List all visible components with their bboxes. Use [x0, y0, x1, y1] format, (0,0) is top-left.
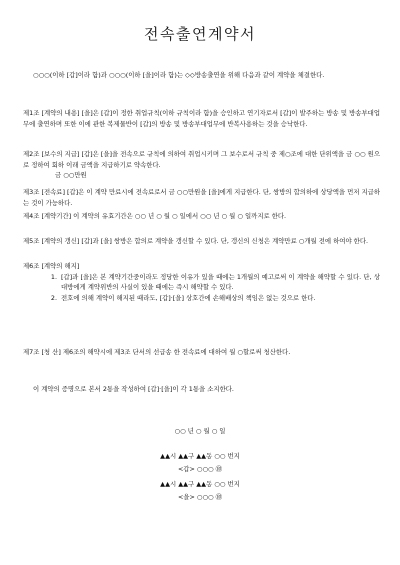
list-item [23, 293, 380, 304]
article-2-amount: 금 ○○만원 [55, 171, 87, 180]
preamble-block [23, 70, 380, 81]
closing-block [23, 384, 380, 395]
article-7-text: 제7조 [청 산] 제6조의 해약시에 제3조 단서의 선급송 한 전속료에 대하여 월 ○할로써 청산한다. [23, 348, 291, 356]
document-title: 전속출연계약서 [144, 25, 256, 43]
party-a-address: ▲▲시 ▲▲구 ▲▲동 ○○ 번지 [160, 452, 240, 460]
article-4-text: 제4조 [계약기간] 이 계약의 유효기간은 ○○ 년 ○ 월 ○ 일에서 ○○ 년 ○ 월 ○ 일까지로 한다. [23, 212, 287, 220]
article-2 [23, 149, 380, 181]
article-3-text: 제3조 [전속료] [갑]은 이 계약 만료시에 전속료로서 금 ○○만원을 [을]에게 지급한다. 단, 쌍방의 합의하에 상당액을 먼저 지급하는 것이 가능하다. [23, 188, 380, 207]
article-6-list [23, 272, 380, 304]
preamble: ○○○(이하 [갑]이라 함)과 ○○○(이하 [을]이라 함)는 ◇◇방송출연을 위해 다음과 같이 계약을 체결한다. [33, 71, 325, 79]
article-1-text: 제1조 [계약의 내용] [을]은 [갑]이 정한 취업규칙(이하 규칙이라 함)을 승인하고 연기자로서 [갑]이 발주하는 방송 및 방송부대업무에 출연하며 또한 이에 관한 복제물반이 [갑]의 방송 및 방송부대업무에 반복사용하는 것을 승낙한다. [23, 109, 380, 128]
article-3 [23, 187, 380, 208]
article-5-text: 제5조 [계약의 갱신] [갑]과 [을] 쌍방은 합의로 계약을 갱신할 수 있다. 단, 갱신의 신청은 계약만료 ○개월 전에 하여야 한다. [23, 237, 369, 245]
closing-statement: 이 계약의 증명으로 본서 2통을 작성하여 [갑]·[을]이 각 1통을 소지한다. [33, 385, 234, 393]
article-5 [23, 236, 380, 247]
article-4 [23, 211, 380, 222]
party-b-name: <을> ○○○ ㊞ [177, 493, 223, 501]
list-item-text: [갑]과 [을]은 본 계약기간중이라도 정당한 이유가 있을 때에는 1개월의 예고로써 이 계약을 해약할 수 있다. 단, 상대방에게 계약위반의 사실이 있을 때에는 즉시 해약할 수 있다. [61, 272, 380, 292]
party-a-name: <갑> ○○○ ㊞ [177, 465, 223, 473]
list-item-number: 2. [50, 293, 57, 302]
contract-date: ○○ 년 ○ 월 ○ 일 [174, 427, 226, 435]
article-2-text: 제2조 [보수의 지급] [갑]은 [을]을 전속으로 규칙에 의하여 취업시키며 그 보수로서 규칙 중 제○조에 대한 단위액을 금 ○○ 원으로 정하여 회하 이래 금액을 지급하기로 약속한다. [23, 150, 380, 169]
list-item-number: 1. [50, 272, 57, 281]
list-item-text: 전호에 의해 계약이 해지된 때라도, [갑]·[을] 상호간에 손해배상의 책임은 없는 것으로 한다. [61, 293, 316, 302]
article-6-heading: 제6조 [계약의 해지] [23, 262, 80, 270]
party-b-address: ▲▲시 ▲▲구 ▲▲동 ○○ 번지 [160, 480, 240, 488]
article-1 [23, 108, 380, 129]
article-6 [23, 261, 380, 303]
article-7 [23, 347, 380, 358]
list-item [23, 272, 380, 293]
